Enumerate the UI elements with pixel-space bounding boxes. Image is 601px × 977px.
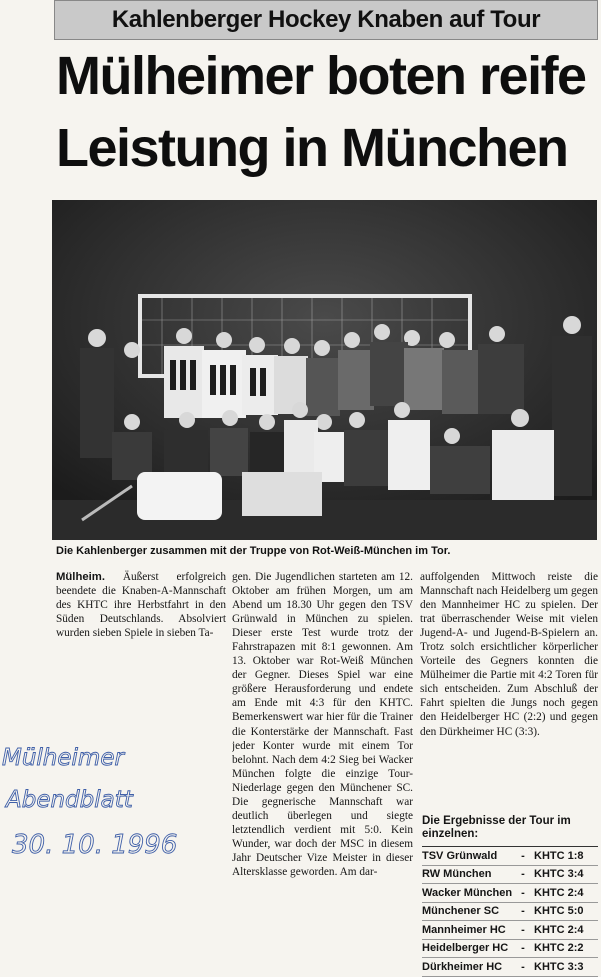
handwriting-line-2: Abendblatt xyxy=(6,787,133,813)
headline-line-2: Leistung in München xyxy=(56,118,568,178)
result-score: KHTC 2:4 xyxy=(534,886,584,899)
team-photo xyxy=(52,200,597,540)
result-team: RW München xyxy=(422,868,492,881)
kicker-banner xyxy=(54,0,598,40)
article-column-1 xyxy=(56,570,226,640)
result-row xyxy=(422,940,598,959)
result-score: KHTC 2:2 xyxy=(534,942,584,955)
photo-caption: Die Kahlenberger zusammen mit der Truppe von Rot-Weiß-München im Tor. xyxy=(56,545,451,557)
results-table xyxy=(422,846,598,977)
goalkeeper-pads xyxy=(137,472,222,520)
result-score: KHTC 2:4 xyxy=(534,923,584,936)
result-dash: - xyxy=(521,960,525,973)
handwriting-line-1: Mülheimer xyxy=(2,745,124,771)
result-dash: - xyxy=(521,849,525,862)
result-score: KHTC 3:3 xyxy=(534,960,584,973)
result-dash: - xyxy=(521,923,525,936)
result-team: Dürkheimer HC xyxy=(422,960,503,973)
result-dash: - xyxy=(521,886,525,899)
result-team: Wacker München xyxy=(422,886,513,899)
headline-line-1: Mülheimer boten reife xyxy=(56,46,586,106)
handwriting-date: 30. 10. 1996 xyxy=(12,830,178,860)
column-1-text: Äußerst erfolgreich beendete die Knaben-A-Mannschaft des KHTC ihre Herbstfahrt in den Süden Deutschlands. Absolviert wurden sieben Spiele in sieben Ta- xyxy=(56,571,226,640)
result-row xyxy=(422,884,598,903)
result-team: Münchener SC xyxy=(422,905,500,918)
result-row xyxy=(422,866,598,885)
article-column-3: auffolgenden Mittwoch reiste die Mannschaft nach Heidelberg um gegen den Mannheimer HC zu spielen. Der trat überraschender Weise mit vielen Jugend-A- und Jugend-B-Spielern an. Trotz solch ersichtlicher körperlicher Vorteile des Gegners konnten die Mülheimer die Partie mit 4:2 Toren für sich entscheiden. Zum Abschluß der Fahrt spielten die Jungs noch gegen den Heidelberger HC (2:2) und gegen den Dürkheimer HC (3:3). xyxy=(420,571,598,738)
result-dash: - xyxy=(521,942,525,955)
result-row xyxy=(422,958,598,977)
result-dash: - xyxy=(521,905,525,918)
result-score: KHTC 3:4 xyxy=(534,868,584,881)
article-column-2: gen. Die Jugendlichen starteten am 12. Oktober am frühen Morgen, um am Abend um 18.30 Uhr gegen den TSV Grünwald in München zu spielen. Dieser erste Test wurde trotz der Fahrstrapazen mit 8:1 gewonnen. Am 13. Oktober war Rot-Weiß München der Gegner. Dieses Spiel war eine größere Herausforderung und endete am Ende mit 4:3 für den KHTC. Bemerkenswert war hier für die Trainer die Konterstärke der Mannschaft. Fast jeder Konter wurde mit einem Tor belohnt. Nach dem 4:2 Sieg bei Wacker München folgte die einzige Tour-Niederlage gegen den Münchener SC. Die gegnerische Mannschaft war deutlich überlegen und siegte letztendlich verdient mit 5:0. Kein Wunder, war doch der MSC in diesem Jahr Deutscher Vize Meister in dieser Altersklasse geworden. Am dar- xyxy=(232,571,413,878)
result-dash: - xyxy=(521,868,525,881)
result-row xyxy=(422,903,598,922)
results-title: Die Ergebnisse der Tour im einzelnen: xyxy=(422,815,571,840)
kicker-text: Kahlenberger Hockey Knaben auf Tour xyxy=(111,6,541,33)
result-row xyxy=(422,847,598,866)
result-score: KHTC 5:0 xyxy=(534,905,584,918)
dateline: Mülheim. xyxy=(56,571,105,583)
result-team: Mannheimer HC xyxy=(422,923,506,936)
result-team: Heidelberger HC xyxy=(422,942,509,955)
result-team: TSV Grünwald xyxy=(422,849,498,862)
goalkeeper-kit xyxy=(242,472,322,516)
handwritten-annotation xyxy=(0,735,200,865)
result-row xyxy=(422,921,598,940)
result-score: KHTC 1:8 xyxy=(534,849,584,862)
